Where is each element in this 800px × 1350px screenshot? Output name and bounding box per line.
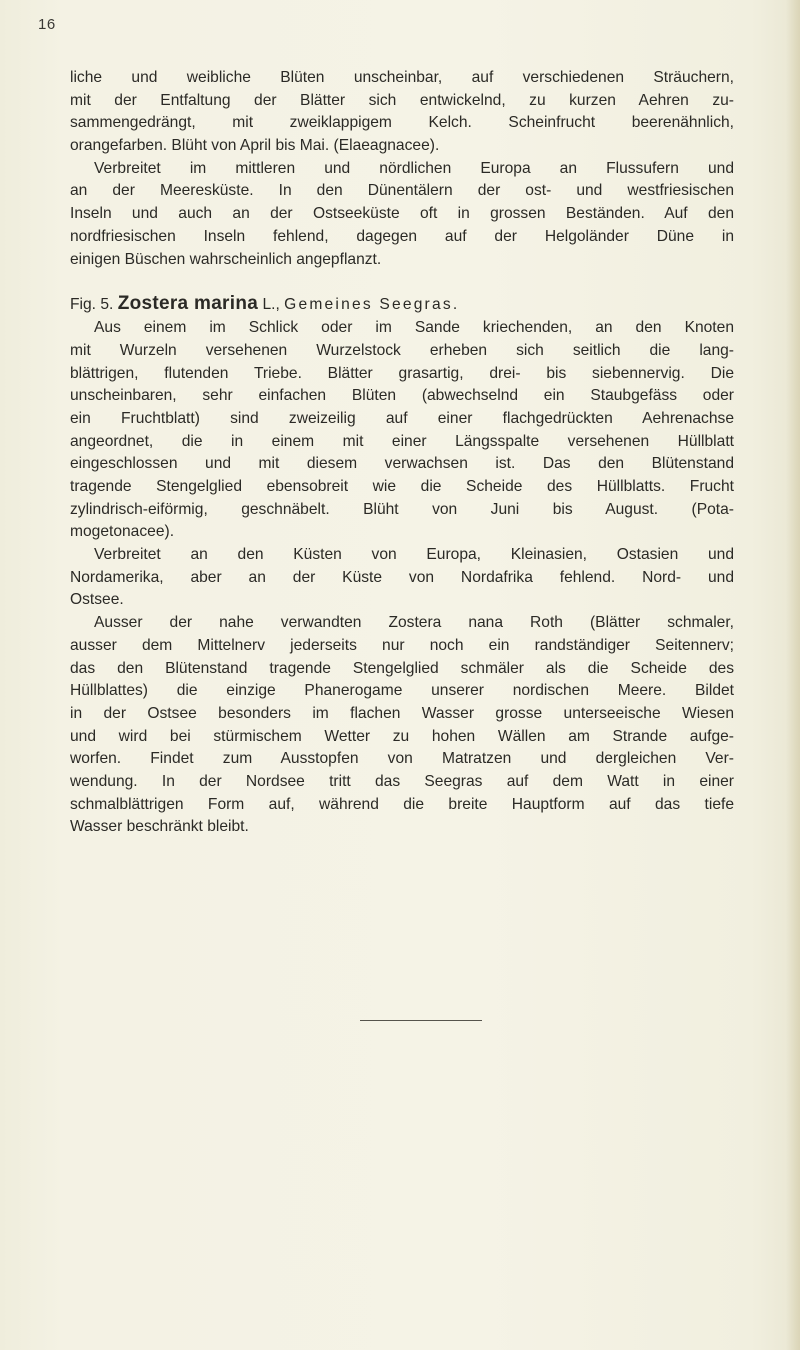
species-name: Zostera marina [117, 293, 259, 315]
section-gap [70, 271, 734, 291]
text-line: nordfriesischen Inseln fehlend, dagegen auf der Helgoländer Düne in [70, 227, 734, 245]
text-line: angeordnet, die in einem mit einer Längsspalte versehenen Hüllblatt [70, 432, 734, 450]
paragraph-elaeagnus-description [70, 67, 734, 158]
paragraph-elaeagnus-distribution [70, 158, 734, 271]
text-line: mogetonacee). [70, 523, 175, 541]
text-line: das den Blütenstand tragende Stengelglied schmäler als die Scheide des [70, 659, 734, 677]
text-line: blättrigen, flutenden Triebe. Blätter grasartig, drei- bis siebennervig. Die [70, 364, 734, 382]
text-line: an der Meeresküste. In den Dünentälern der ost- und westfriesischen [70, 182, 734, 200]
text-line: zylindrisch-eiförmig, geschnäbelt. Blüht von Juni bis August. (Pota- [70, 500, 734, 518]
species-author: L., [262, 296, 280, 314]
figure-heading [70, 291, 734, 317]
text-line: Verbreitet an den Küsten von Europa, Kleinasien, Ostasien und [94, 546, 734, 564]
text-line: unscheinbaren, sehr einfachen Blüten (abwechselnd ein Staubgefäss oder [70, 387, 734, 405]
text-line: tragende Stengelglied ebensobreit wie die Scheide des Hüllblatts. Frucht [70, 478, 734, 495]
figure-label: Fig. 5. [70, 296, 114, 314]
text-line: mit Wurzeln versehenen Wurzelstock erheben sich seitlich die lang- [70, 341, 734, 359]
text-line: und wird bei stürmischem Wetter zu hohen Wällen am Strande aufge- [70, 727, 734, 745]
text-line: Ausser der nahe verwandten Zostera nana Roth (Blätter schmaler, [94, 614, 734, 632]
text-line: worfen. Findet zum Ausstopfen von Matratzen und dergleichen Ver- [70, 750, 734, 768]
text-line: Wasser beschränkt bleibt. [70, 818, 249, 836]
text-line: schmalblättrigen Form auf, während die breite Hauptform auf das tiefe [70, 795, 734, 813]
page-number: 16 [38, 16, 56, 33]
common-name: Gemeines Seegras. [284, 296, 460, 314]
text-line: ein Fruchtblatt) sind zweizeilig auf einer flachgedrückten Aehrenachse [70, 409, 734, 427]
text-line: Hüllblattes) die einzige Phanerogame unserer nordischen Meere. Bildet [70, 682, 734, 700]
text-line: Verbreitet im mittleren und nördlichen Europa an Flussufern und [94, 159, 734, 177]
page-edge-shadow [786, 0, 800, 1350]
text-line: eingeschlossen und mit diesem verwachsen ist. Das den Blütenstand [70, 455, 734, 473]
text-line: Ostsee. [70, 591, 124, 609]
page-body [70, 67, 734, 839]
text-line: ausser dem Mittelnerv jederseits nur noch ein randständiger Seitennerv; [70, 636, 734, 654]
section-divider [360, 1020, 482, 1021]
text-line: Aus einem im Schlick oder im Sande kriechenden, an den Knoten [94, 319, 734, 337]
paragraph-zostera-notes [70, 612, 734, 839]
text-line: einigen Büschen wahrscheinlich angepflanzt. [70, 250, 382, 268]
text-line: Nordamerika, aber an der Küste von Nordafrika fehlend. Nord- und [70, 568, 734, 586]
text-line: in der Ostsee besonders im flachen Wasser grosse unterseeische Wiesen [70, 704, 734, 722]
text-line: sammengedrängt, mit zweiklappigem Kelch. Scheinfrucht beerenähnlich, [70, 114, 734, 132]
text-line: wendung. In der Nordsee tritt das Seegras auf dem Watt in einer [70, 772, 734, 790]
text-line: mit der Entfaltung der Blätter sich entwickelnd, zu kurzen Aehren zu- [70, 91, 734, 109]
text-line: orangefarben. Blüht von April bis Mai. (Elaeagnacee). [70, 137, 440, 155]
paragraph-zostera-description [70, 317, 734, 544]
text-line: Inseln und auch an der Ostseeküste oft in grossen Beständen. Auf den [70, 205, 734, 223]
text-line: liche und weibliche Blüten unscheinbar, auf verschiedenen Sträuchern, [70, 69, 734, 86]
paragraph-zostera-distribution [70, 544, 734, 612]
